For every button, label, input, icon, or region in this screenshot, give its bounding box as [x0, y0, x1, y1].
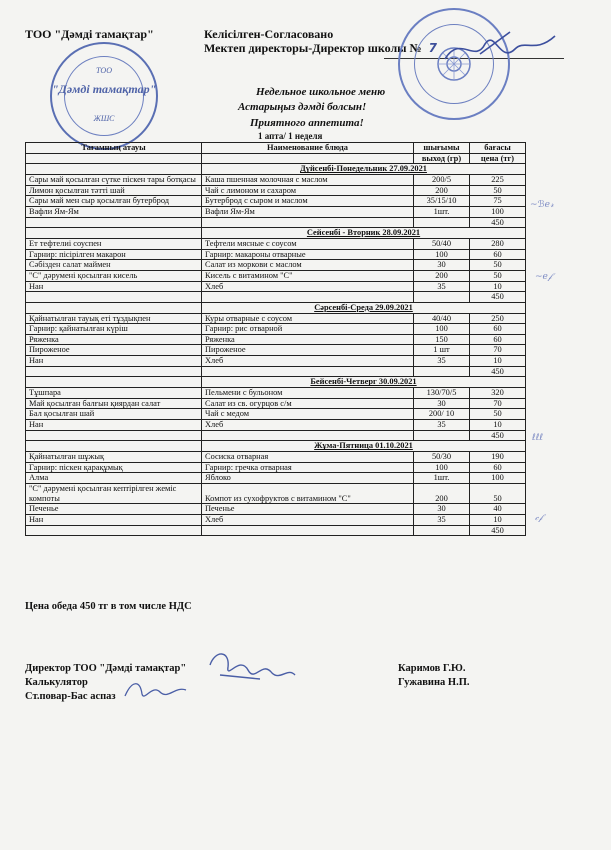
day-header-row [26, 164, 526, 175]
table-row [26, 345, 526, 356]
director-school-text: Мектеп директоры-Директор школы № [204, 41, 422, 55]
greeting-ru: Приятного аппетита! [250, 117, 364, 129]
footer-director-label: Директор ТОО "Дәмді тамақтар" [25, 663, 187, 674]
total-empty [414, 366, 470, 377]
day-header-row [26, 441, 526, 452]
school-number: 7 [428, 41, 437, 55]
day-empty-cell [26, 228, 202, 239]
table-row [26, 409, 526, 420]
greeting-kz: Астарыңыз дәмді болсын! [238, 101, 367, 113]
dish-name-ru: Салат из св. огурцов с/м [202, 398, 414, 409]
table-row [26, 398, 526, 409]
dish-name-kz: Печенье [26, 504, 202, 515]
dish-yield: 100 [414, 324, 470, 335]
margin-mark-icon: ℓℓℓ [532, 433, 544, 443]
table-row [26, 196, 526, 207]
dish-price: 100 [470, 206, 526, 217]
header-yield: шығымы [414, 143, 470, 154]
dish-name-ru: Гарнир: макароны отварные [202, 249, 414, 260]
accountant-label: Калькулятор [25, 677, 88, 688]
dish-yield: 30 [414, 260, 470, 271]
dish-name-kz: Май қосылған балғын қиярдан салат [26, 398, 202, 409]
dish-price: 50 [470, 185, 526, 196]
dish-name-ru: Сосиска отварная [202, 452, 414, 463]
dish-price: 280 [470, 238, 526, 249]
dish-name-kz: Нан [26, 356, 202, 367]
dish-name-ru: Салат из моркови с маслом [202, 260, 414, 271]
dish-name-kz: Сәбізден салат маймен [26, 260, 202, 271]
table-row [26, 270, 526, 281]
dish-yield: 35 [414, 356, 470, 367]
total-empty [26, 430, 202, 441]
total-empty [26, 366, 202, 377]
dish-name-ru: Печенье [202, 504, 414, 515]
dish-yield: 150 [414, 334, 470, 345]
dish-name-kz: Лимон қосылған тәтті шай [26, 185, 202, 196]
dish-name-kz: Бал қосылған шай [26, 409, 202, 420]
dish-name-ru: Бутерброд с сыром и маслом [202, 196, 414, 207]
dish-yield: 200/5 [414, 174, 470, 185]
total-empty [202, 525, 414, 536]
subheader-empty [202, 153, 414, 164]
dish-price: 10 [470, 356, 526, 367]
director-signature-icon [440, 24, 560, 74]
dish-price: 60 [470, 334, 526, 345]
day-header-row [26, 228, 526, 239]
day-empty-cell [26, 302, 202, 313]
dish-name-ru: Яблоко [202, 473, 414, 484]
table-row [26, 260, 526, 271]
day-title-text: Дүйсенбі-Понедельник 27.09.2021 [300, 164, 427, 174]
dish-name-kz: Тұшпара [26, 388, 202, 399]
dish-name-kz: Гарнир: қайнатылған күріш [26, 324, 202, 335]
total-empty [26, 292, 202, 303]
dish-price: 10 [470, 281, 526, 292]
day-total-row [26, 525, 526, 536]
dish-price: 40 [470, 504, 526, 515]
dish-price: 60 [470, 324, 526, 335]
table-row [26, 484, 526, 504]
day-total: 450 [470, 430, 526, 441]
table-row [26, 514, 526, 525]
margin-mark-icon: ~ℯ𝒻 [535, 272, 552, 282]
day-title [202, 164, 526, 175]
total-empty [26, 217, 202, 228]
dish-name-kz: Сары май қосылған сүтке піскен тары ботқасы [26, 174, 202, 185]
dish-yield: 30 [414, 398, 470, 409]
dish-name-ru: Пироженое [202, 345, 414, 356]
dish-name-kz: "С" дәрумені қосылған кисель [26, 270, 202, 281]
dish-yield: 35 [414, 420, 470, 431]
margin-mark-icon: ~ℬℯ𝓇 [530, 200, 554, 210]
dish-price: 10 [470, 514, 526, 525]
dish-price: 70 [470, 398, 526, 409]
dish-name-kz: Вафли Ям-Ям [26, 206, 202, 217]
dish-yield: 200 [414, 270, 470, 281]
subheader-price: цена (тг) [470, 153, 526, 164]
dish-yield: 200/ 10 [414, 409, 470, 420]
total-empty [414, 217, 470, 228]
table-subheader-row [26, 153, 526, 164]
total-empty [202, 217, 414, 228]
subheader-empty [26, 153, 202, 164]
dish-price: 50 [470, 409, 526, 420]
dish-price: 50 [470, 260, 526, 271]
dish-name-kz: Қайнатылған шұжық [26, 452, 202, 463]
stamp-company-text: "Дәмді тамақтар" [52, 82, 157, 96]
dish-name-ru: Кисель с витамином "С" [202, 270, 414, 281]
dish-price: 75 [470, 196, 526, 207]
day-total: 450 [470, 217, 526, 228]
dish-name-ru: Вафли Ям-Ям [202, 206, 414, 217]
dish-name-ru: Ряженка [202, 334, 414, 345]
dish-name-kz: Қайнатылған тауық еті тұздықпен [26, 313, 202, 324]
dish-name-kz: Нан [26, 420, 202, 431]
dish-yield: 50/30 [414, 452, 470, 463]
dish-name-kz: "С" дәрумені қосылған кептірілген жеміс компоты [26, 484, 202, 504]
dish-yield: 40/40 [414, 313, 470, 324]
dish-name-kz: Гарнир: пісірілген макарон [26, 249, 202, 260]
dish-name-kz: Ет тефтелиі соуспен [26, 238, 202, 249]
subheader-yield: выход (гр) [414, 153, 470, 164]
day-total-row [26, 366, 526, 377]
table-row [26, 504, 526, 515]
table-row [26, 462, 526, 473]
day-title-text: Сейсенбі - Вторник 28.09.2021 [306, 228, 421, 238]
dish-yield: 1шт. [414, 206, 470, 217]
dish-price: 60 [470, 462, 526, 473]
price-note: Цена обеда 450 тг в том числе НДС [25, 601, 192, 612]
dish-yield: 35 [414, 281, 470, 292]
day-total: 450 [470, 292, 526, 303]
dish-name-kz: Нан [26, 281, 202, 292]
dish-yield: 200 [414, 484, 470, 504]
table-row [26, 238, 526, 249]
header-ru: Наименование блюда [202, 143, 414, 154]
total-empty [26, 525, 202, 536]
dish-price: 190 [470, 452, 526, 463]
dish-name-ru: Хлеб [202, 420, 414, 431]
dish-name-ru: Хлеб [202, 356, 414, 367]
table-row [26, 185, 526, 196]
dish-price: 250 [470, 313, 526, 324]
dish-name-kz: Нан [26, 514, 202, 525]
stamp-top-text: ТОО [95, 66, 112, 75]
day-title-text: Бейсенбі-Четверг 30.09.2021 [310, 377, 417, 387]
day-total: 450 [470, 525, 526, 536]
day-title [202, 228, 526, 239]
dish-name-ru: Хлеб [202, 514, 414, 525]
table-row [26, 388, 526, 399]
total-empty [414, 430, 470, 441]
accountant-name: Гужавина Н.П. [398, 677, 470, 688]
week-label: 1 апта/ 1 неделя [258, 131, 323, 141]
table-row [26, 174, 526, 185]
dish-name-ru: Гарнир: гречка отварная [202, 462, 414, 473]
table-row [26, 334, 526, 345]
director-footer-signature-icon [200, 645, 300, 690]
table-row [26, 281, 526, 292]
dish-yield: 100 [414, 249, 470, 260]
dish-price: 70 [470, 345, 526, 356]
table-header-row [26, 143, 526, 154]
dish-name-ru: Компот из сухофруктов с витамином "С" [202, 484, 414, 504]
accountant-signature-icon [120, 676, 190, 704]
dish-yield: 130/70/5 [414, 388, 470, 399]
dish-price: 60 [470, 249, 526, 260]
company-stamp [50, 42, 158, 150]
day-total-row [26, 430, 526, 441]
day-total-row [26, 217, 526, 228]
menu-title: Недельное школьное меню [256, 86, 386, 98]
footer-director-name: Каримов Г.Ю. [398, 663, 466, 674]
table-row [26, 356, 526, 367]
margin-mark-icon: 𝒸𝒻 [535, 513, 543, 523]
dish-price: 100 [470, 473, 526, 484]
day-title-text: Жұма-Пятница 01.10.2021 [314, 441, 413, 451]
table-row [26, 473, 526, 484]
header-price: бағасы [470, 143, 526, 154]
dish-name-ru: Хлеб [202, 281, 414, 292]
dish-name-ru: Тефтели мясные с соусом [202, 238, 414, 249]
dish-yield: 30 [414, 504, 470, 515]
day-header-row [26, 377, 526, 388]
day-header-row [26, 302, 526, 313]
day-title [202, 377, 526, 388]
dish-name-kz: Гарнир: піскен қарақұмық [26, 462, 202, 473]
dish-name-ru: Куры отварные с соусом [202, 313, 414, 324]
table-row [26, 420, 526, 431]
dish-price: 320 [470, 388, 526, 399]
approved-label: Келісілген-Согласовано [204, 27, 334, 41]
dish-yield: 200 [414, 185, 470, 196]
table-row [26, 313, 526, 324]
dish-yield: 50/40 [414, 238, 470, 249]
table-row [26, 324, 526, 335]
total-empty [414, 292, 470, 303]
day-title [202, 302, 526, 313]
dish-name-kz: Алма [26, 473, 202, 484]
dish-name-ru: Каша пшенная молочная с маслом [202, 174, 414, 185]
day-total-row [26, 292, 526, 303]
header-kz: Тағамның атауы [26, 143, 202, 154]
total-empty [202, 430, 414, 441]
dish-yield: 35/15/10 [414, 196, 470, 207]
dish-name-ru: Чай с медом [202, 409, 414, 420]
total-empty [414, 525, 470, 536]
cook-label: Ст.повар-Бас аспаз [25, 691, 116, 702]
stamp-bottom-text: ЖШС [93, 114, 115, 123]
dish-name-ru: Чай с лимоном и сахаром [202, 185, 414, 196]
day-title-text: Сәрсенбі-Среда 29.09.2021 [314, 302, 413, 312]
menu-table [25, 142, 526, 536]
dish-yield: 100 [414, 462, 470, 473]
dish-name-kz: Пироженое [26, 345, 202, 356]
dish-yield: 35 [414, 514, 470, 525]
dish-name-ru: Гарнир: рис отварной [202, 324, 414, 335]
dish-yield: 1 шт [414, 345, 470, 356]
day-empty-cell [26, 377, 202, 388]
total-empty [202, 366, 414, 377]
dish-yield: 1шт. [414, 473, 470, 484]
dish-name-kz: Сары май мен сыр қосылған бутерброд [26, 196, 202, 207]
dish-price: 225 [470, 174, 526, 185]
dish-price: 10 [470, 420, 526, 431]
dish-name-ru: Пельмени с бульоном [202, 388, 414, 399]
total-empty [202, 292, 414, 303]
day-title [202, 441, 526, 452]
table-row [26, 249, 526, 260]
dish-name-kz: Ряженка [26, 334, 202, 345]
table-row [26, 452, 526, 463]
day-empty-cell [26, 164, 202, 175]
company-name: ТОО "Дәмді тамақтар" [25, 27, 154, 41]
table-row [26, 206, 526, 217]
dish-price: 50 [470, 270, 526, 281]
dish-price: 50 [470, 484, 526, 504]
day-total: 450 [470, 366, 526, 377]
day-empty-cell [26, 441, 202, 452]
